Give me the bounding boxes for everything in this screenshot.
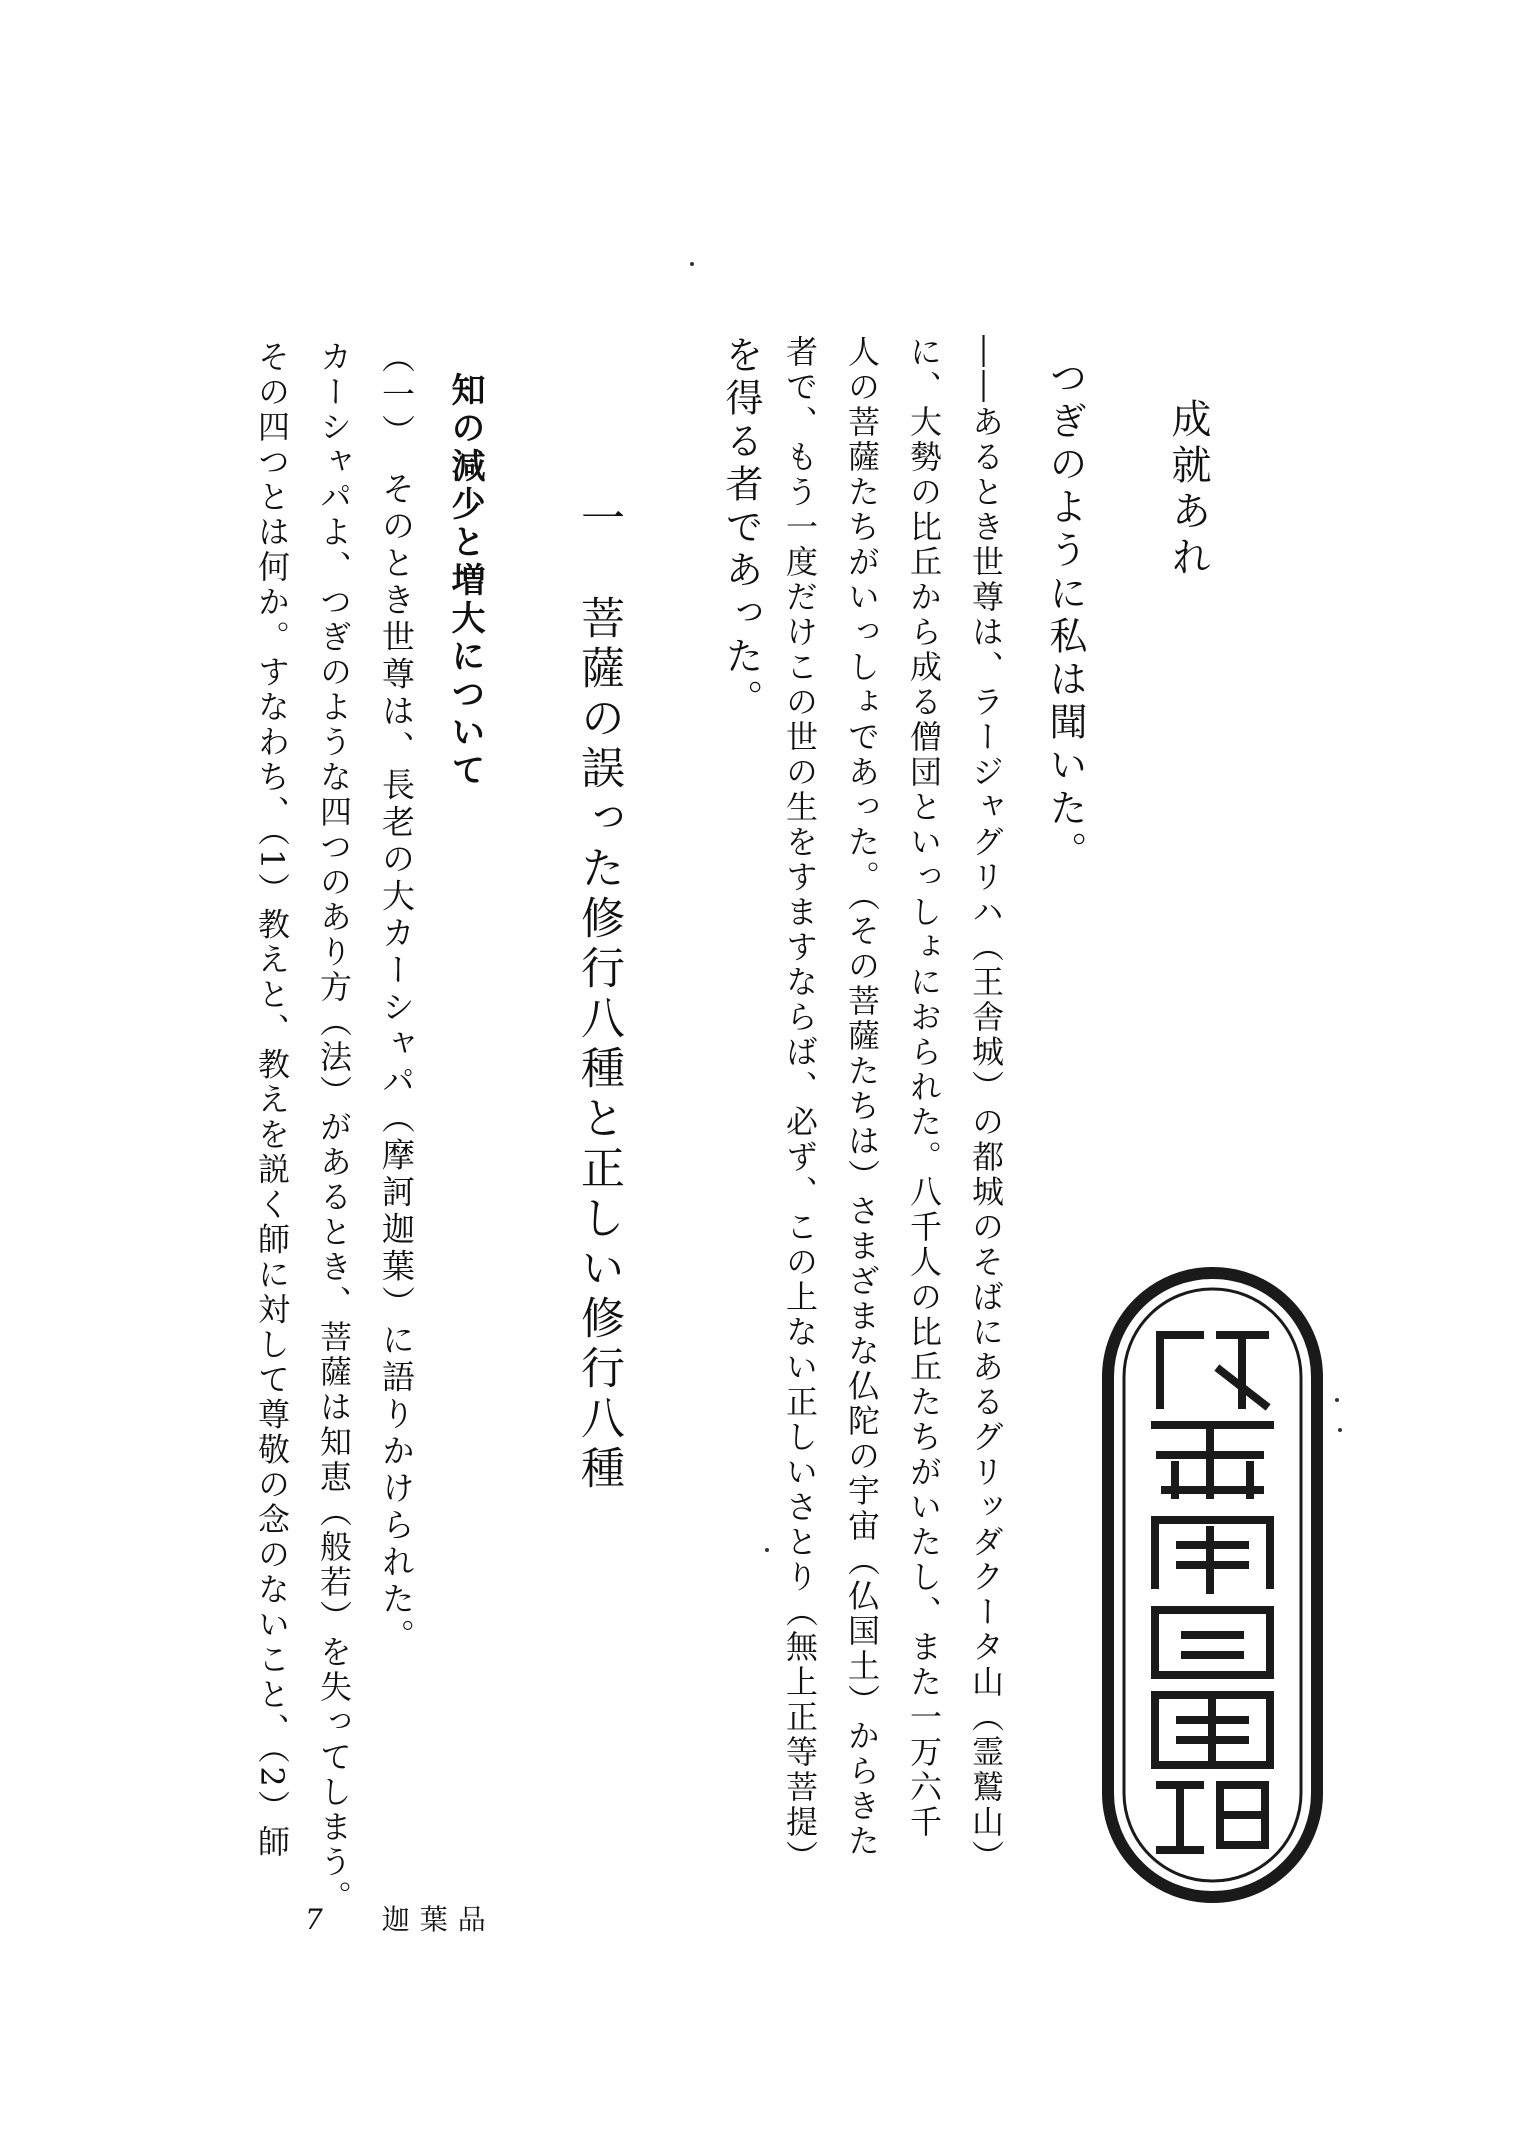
scan-speck — [765, 1548, 769, 1552]
paragraph-line: カーシャパよ、つぎのような四つのあり方（法）があるとき、菩薩は知恵（般若）を失ってしまう。 — [315, 340, 353, 1915]
paragraph-line: に、大勢の比丘から成る僧団といっしょにおられた。八千人の比丘たちがいたし、また一万六千 — [905, 335, 943, 1840]
paragraph-line: 人の菩薩たちがいっしょであった。（その菩薩たちは）さまざまな仏陀の宇宙（仏国土）からきた — [843, 335, 881, 1859]
scan-speck — [690, 262, 694, 266]
section-title: 成就あれ — [1165, 398, 1211, 582]
subheading: 知の減少と増大について — [445, 372, 485, 790]
page-number: 7 — [305, 1903, 333, 1936]
running-title: 迦葉品 — [381, 1903, 496, 1936]
paragraph-line: ――あるとき世尊は、ラージャグリハ（王舎城）の都城のそばにあるグリッダクータ山（霊鷲山） — [967, 335, 1005, 1875]
chapter-heading: 一 菩薩の誤った修行八種と正しい修行八種 — [573, 495, 624, 1495]
paragraph-line: つぎのように私は聞いた。 — [1043, 358, 1087, 874]
scan-speck — [1338, 1428, 1342, 1432]
library-seal-stamp — [1100, 1265, 1325, 1905]
paragraph-line: を得る者であった。 — [719, 335, 763, 722]
paragraph-line: その四つとは何か。すなわち、（1）教えと、教えを説く師に対して尊敬の念のないこと、（2）師 — [253, 340, 291, 1860]
paragraph-line: 者で、もう一度だけこの世の生をすますならば、必ず、この上ない正しいさとり（無上正等菩提） — [781, 335, 819, 1875]
scan-speck — [1335, 1398, 1339, 1402]
page-footer — [305, 1898, 496, 1938]
paragraph-line: （一） そのとき世尊は、長老の大カーシャパ（摩訶迦葉）に語りかけられた。 — [377, 340, 416, 1656]
